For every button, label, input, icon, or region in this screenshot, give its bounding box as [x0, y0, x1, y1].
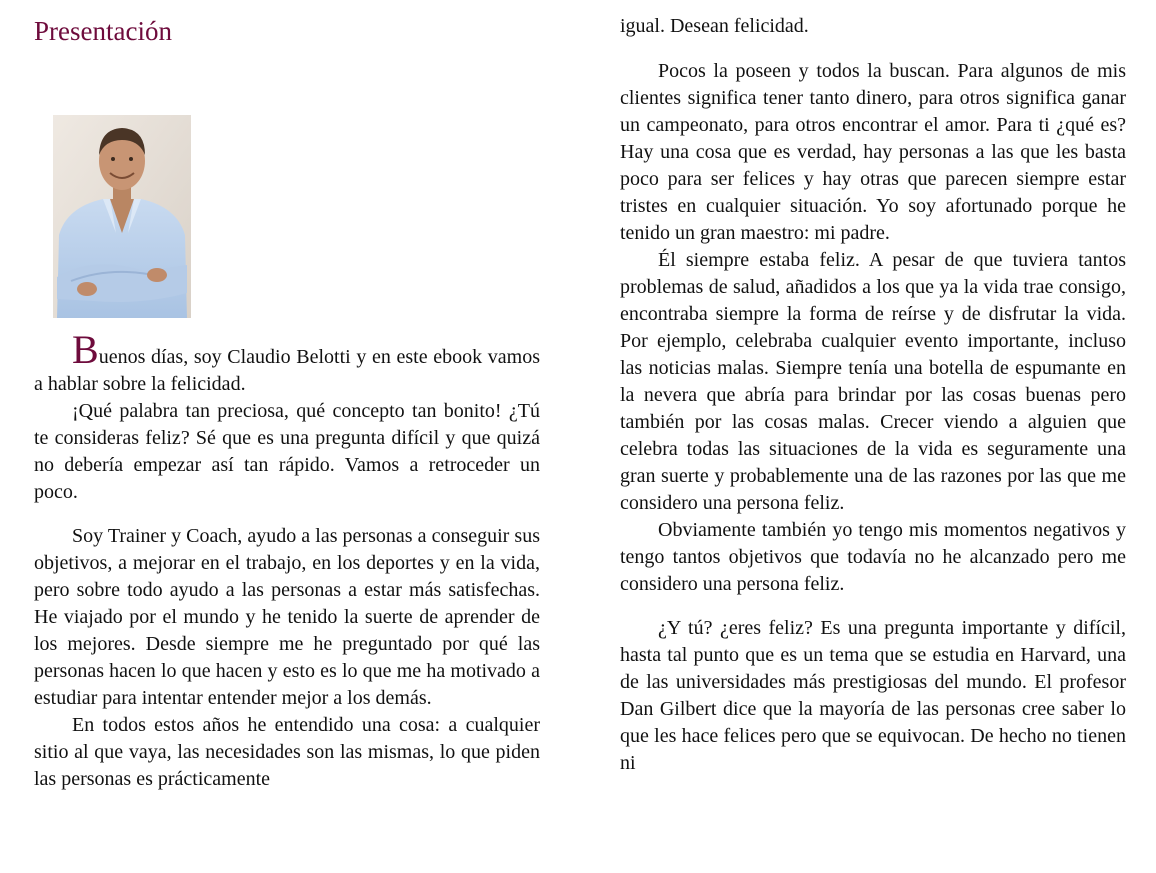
- paragraph-obviamente: Obviamente también yo tengo mis momentos negativos y tengo tantos objetivos que todavía no he alcanzado pero me considero una persona feliz.: [620, 519, 1126, 595]
- intro-paragraph: [34, 327, 540, 398]
- left-text-block: [34, 327, 540, 793]
- author-portrait-photo: [53, 115, 191, 318]
- paragraph-pocos-la-poseen: Pocos la poseen y todos la buscan. Para algunos de mis clientes significa tener tanto dinero, para otros significa ganar un campeonato, para otros encontrar el amor. Para ti ¿qué es? Hay una cosa que es verdad, hay personas a las que les basta poco para ser felices y hay otras que parecen siempre estar tristes en cualquier situación. Yo soy afortunado porque he tenido un gran maestro: mi padre.: [620, 60, 1126, 244]
- intro-text: uenos días, soy Claudio Belotti y en este ebook vamos a hablar sobre la felicidad.: [34, 346, 540, 395]
- drop-cap: B: [72, 327, 99, 372]
- continuation-paragraph: igual. Desean felicidad.: [620, 15, 809, 37]
- paragraph-que-palabra: ¡Qué palabra tan preciosa, qué concepto tan bonito! ¿Tú te consideras feliz? Sé que es una pregunta difícil y que quizá no debería empezar así tan rápido. Vamos a retroceder un poco.: [34, 400, 540, 503]
- paragraph-el-siempre-estaba-feliz: Él siempre estaba feliz. A pesar de que tuviera tantos problemas de salud, añadidos a los que ya la vida trae consigo, encontraba siempre la forma de reírse y de disfrutar la vida. Por ejemplo, celebraba cualquier evento importante, incluso las noticias malas. Siempre tenía una botella de espumante en la nevera que abría para brindar por las cosas buenas pero también por las cosas malas. Crecer viendo a alguien que celebra todas las situaciones de la vida es seguramente una gran suerte y probablemente una de las razones por las que me considero una persona feliz.: [620, 249, 1126, 514]
- right-text-block: [620, 13, 1126, 777]
- paragraph-en-todos-estos-anos: En todos estos años he entendido una cosa: a cualquier sitio al que vaya, las necesidades son las mismas, lo que piden las personas es prácticamente: [34, 714, 540, 790]
- paragraph-soy-trainer: Soy Trainer y Coach, ayudo a las personas a conseguir sus objetivos, a mejorar en el trabajo, en los deportes y en la vida, pero sobre todo ayudo a las personas a estar más satisfechas. He viajado por el mundo y he tenido la suerte de aprender de los mejores. Desde siempre me he preguntado por qué las personas hacen lo que hacen y esto es lo que me ha motivado a estudiar para intentar entender mejor a los demás.: [34, 525, 540, 709]
- paragraph-y-tu: ¿Y tú? ¿eres feliz? Es una pregunta importante y difícil, hasta tal punto que es un tema que se estudia en Harvard, una de las universidades más prestigiosas del mundo. El profesor Dan Gilbert dice que la mayoría de las personas cree saber lo que les hace felices pero que se equivocan. De hecho no tienen ni: [620, 617, 1126, 774]
- page-title: Presentación: [34, 16, 172, 46]
